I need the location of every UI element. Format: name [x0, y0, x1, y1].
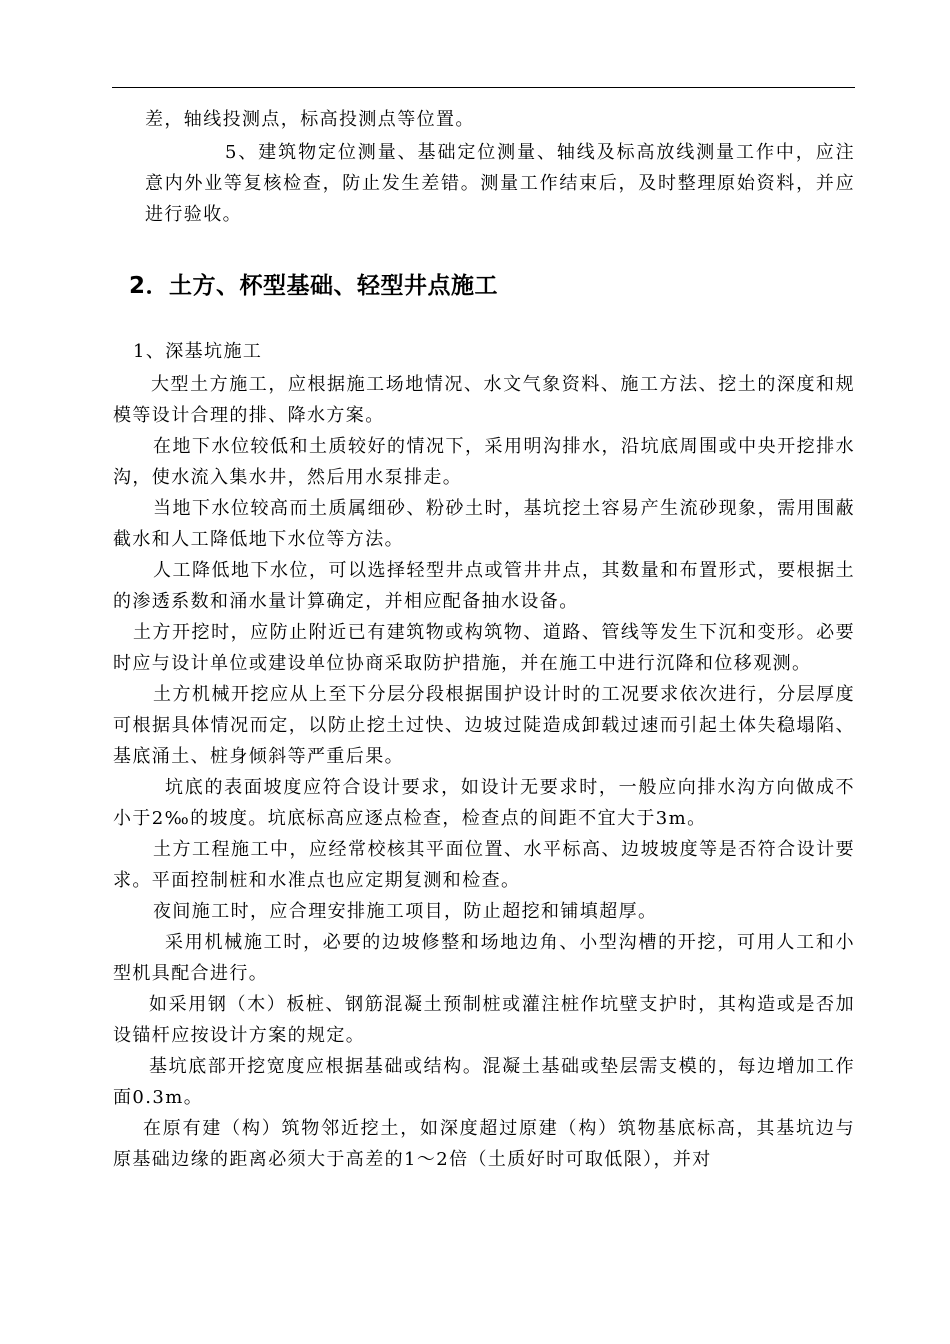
paragraph: 人工降低地下水位，可以选择轻型井点或管井井点，其数量和布置形式，要根据土的渗透系数和涌水量计算确定，并相应配备抽水设备。 [113, 560, 855, 612]
paragraph-item-5: 5、建筑物定位测量、基础定位测量、轴线及标高放线测量工作中，应注意内外业等复核检查，防止发生差错。测量工作结束后，及时整理原始资料，并应进行验收。 [145, 142, 855, 225]
paragraph: 当地下水位较高而土质属细砂、粉砂土时，基坑挖土容易产生流砂现象，需用围蔽截水和人工降低地下水位等方法。 [113, 498, 855, 550]
paragraph: 如采用钢（木）板桩、钢筋混凝土预制桩或灌注桩作坑壁支护时，其构造或是否加设锚杆应按设计方案的规定。 [113, 994, 855, 1046]
paragraph: 土方机械开挖应从上至下分层分段根据围护设计时的工况要求依次进行，分层厚度可根据具体情况而定，以防止挖土过快、边坡过陡造成卸载过速而引起土体失稳塌陷、基底涌土、桩身倾斜等严重后果。 [113, 684, 855, 767]
paragraph: 土方工程施工中，应经常校核其平面位置、水平标高、边坡坡度等是否符合设计要求。平面控制桩和水准点也应定期复测和检查。 [113, 839, 855, 891]
document-body [113, 104, 855, 1175]
subsection-title: 1、深基坑施工 [133, 341, 263, 362]
paragraph: 大型土方施工，应根据施工场地情况、水文气象资料、施工方法、挖土的深度和规模等设计合理的排、降水方案。 [113, 374, 855, 426]
paragraph: 夜间施工时，应合理安排施工项目，防止超挖和铺填超厚。 [153, 901, 658, 922]
paragraph: 在原有建（构）筑物邻近挖土，如深度超过原建（构）筑物基底标高，其基坑边与原基础边缘的距离必须大于高差的1～2倍（土质好时可取低限），并对 [113, 1118, 855, 1170]
paragraph-continuation: 差，轴线投测点，标高投测点等位置。 [145, 109, 475, 130]
section-heading: 2．土方、杯型基础、轻型井点施工 [129, 273, 499, 299]
header-rule [112, 87, 855, 88]
paragraph: 土方开挖时，应防止附近已有建筑物或构筑物、道路、管线等发生下沉和变形。必要时应与设计单位或建设单位协商采取防护措施，并在施工中进行沉降和位移观测。 [113, 622, 855, 674]
paragraph: 基坑底部开挖宽度应根据基础或结构。混凝土基础或垫层需支模的，每边增加工作面0.3m。 [113, 1056, 855, 1108]
paragraph: 在地下水位较低和土质较好的情况下，采用明沟排水，沿坑底周围或中央开挖排水沟，使水流入集水井，然后用水泵排走。 [113, 436, 855, 488]
paragraph: 采用机械施工时，必要的边坡修整和场地边角、小型沟槽的开挖，可用人工和小型机具配合进行。 [113, 932, 855, 984]
paragraph: 坑底的表面坡度应符合设计要求，如设计无要求时，一般应向排水沟方向做成不小于2‰的坡度。坑底标高应逐点检查，检查点的间距不宜大于3m。 [113, 777, 855, 829]
